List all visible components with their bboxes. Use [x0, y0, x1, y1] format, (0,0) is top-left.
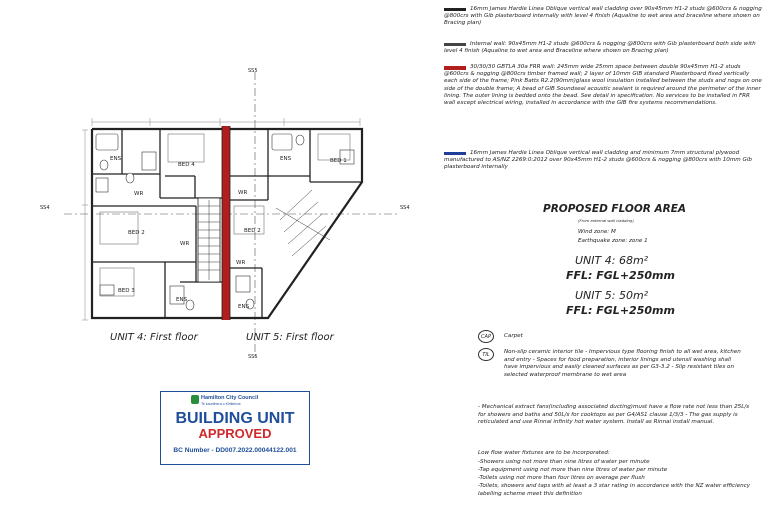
floor-area-title: PROPOSED FLOOR AREA — [543, 203, 687, 215]
room-label-bed2: BED 2 — [244, 228, 261, 234]
section-mark-bottom: SS5 — [248, 354, 258, 360]
bc-number: BC Number - DD007.2022.00044122.001 — [173, 447, 297, 454]
section-mark-left: SS4 — [40, 205, 50, 211]
earthquake-zone: Earthquake zone: zone 1 — [578, 238, 648, 244]
unit4-stairs — [198, 198, 220, 282]
floor-area-subtitle: (From external wall cladding) — [578, 218, 634, 223]
section-mark-right: SS4 — [400, 205, 410, 211]
room-label-bed4: BED 4 — [178, 162, 195, 168]
legend-item-frr-wall — [444, 64, 762, 144]
room-label-bed2: BED 2 — [128, 230, 145, 236]
legend-item-plywood-cladding — [444, 150, 762, 180]
council-name: Hamilton City Council — [201, 395, 259, 401]
finish-cap-text: Carpet — [504, 333, 523, 339]
section-mark-top: SS5 — [248, 68, 258, 74]
legend-item-internal-wall — [444, 41, 762, 63]
stamp-status: APPROVED — [198, 426, 272, 441]
room-label-bed3: BED 3 — [118, 288, 135, 294]
unit4-ffl: FFL: FGL+250mm — [566, 269, 675, 282]
legend-text: 16mm James Hardie Linea Oblique vertical wall cladding and minimum 7mm structural plywood manufactured to AS/NZ 2269:0:2012 over 90x45mm H1-2 studs @600crs & nogging @800crs with 10mm Gib plasterboard internally — [444, 150, 752, 171]
finish-code-til: TIL — [478, 348, 494, 361]
room-label-wr: WR — [236, 260, 246, 266]
room-label-bed1: BED 1 — [330, 158, 347, 164]
finish-code-cap: CAP — [478, 330, 494, 343]
room-label-ens: ENS — [280, 156, 292, 162]
unit5-caption: UNIT 5: First floor — [246, 332, 334, 343]
unit4-area: UNIT 4: 68m² — [575, 254, 649, 267]
council-subtitle: Te kaunihera o Kirikiriroa — [201, 402, 241, 406]
room-label-wr: WR — [238, 190, 248, 196]
ventilation-note: - Mechanical extract fans(including associated ducting)must have a flow rate not less than 25L/s for showers and baths and 50L/s for cooktops as per G4/AS1 clause 1/3/3 - The gas supply is reticulated and use Rinnai infinity hot water system. Install as Rinnai install manual. — [478, 404, 750, 426]
water-item: -Tap equipment using not more than nine litres of water per minute — [478, 467, 668, 473]
finish-til-text: Non-slip ceramic interior tile - Impervious type flooring finish to all wet area, kitchen and entry - Spaces for food preparation, interior linings and utensil washing shall have impervious and easily cleaned surfaces as per G3-3.2 - Slip resistant tiles on selected waterproof membrane to wet area — [504, 349, 741, 378]
council-logo-icon — [191, 395, 199, 404]
stamp-title: BUILDING UNIT — [175, 410, 295, 427]
unit4-caption: UNIT 4: First floor — [110, 332, 198, 343]
unit5-ffl: FFL: FGL+250mm — [566, 304, 675, 317]
room-label-ens: ENS — [238, 304, 250, 310]
legend-text: Internal wall: 90x45mm H1-2 studs @600crs & nogging @800crs with Gib plasterboard both side with level 4 finish (Aqualine to wet area and Braceline where shown on Bracing plan) — [444, 41, 756, 55]
room-label-wr: WR — [134, 191, 144, 197]
legend-item-cladding — [444, 6, 762, 40]
water-item: -Showers using not more than nine litres of water per minute — [478, 459, 650, 465]
approval-stamp — [160, 391, 310, 465]
room-label-ens: ENS — [176, 297, 188, 303]
fire-rated-wall — [222, 126, 230, 320]
legend-text: 16mm James Hardie Linea Oblique vertical wall cladding over 90x45mm H1-2 studs @600crs & nogging @800crs with Gib plasterboard internally with level 4 finish (Aqualine to wet area and braceline where shown on Bracing plan) — [444, 6, 762, 27]
wind-zone: Wind zone: M — [578, 229, 616, 235]
water-item: -Toilets using not more than four litres on average per flush — [478, 475, 645, 481]
room-label-ens: ENS — [110, 156, 122, 162]
unit5-stairs — [276, 190, 330, 256]
room-label-wr: WR — [180, 241, 190, 247]
water-fixtures-title: Low flow water fixtures are to be incorporated: — [478, 450, 610, 456]
unit5-area: UNIT 5: 50m² — [575, 289, 649, 302]
legend-text: 30/30/30 GBTLA 30a FRR wall: 245mm wide 25mm space between double 90x45mm H1-2 studs @600crs & nogging @800crs timber framed wall; 2 layer of 10mm GIB standard Plasterboard fixed vertically each side of the frame; Pink Batts R2.2(90mm)glass wool insulation installed between the studs and nogs on one side of the double frame; A bead of GIB Soundseal acoustic sealant is required around the perimeter of the inner lining. The outer lining is bedded onto the bead. See detail in specification. No services to be installed in FRR wall except electrical wiring, installed in accordance with the GIB fire systems recommendations. — [444, 64, 762, 107]
water-item: -Toilets, showers and taps with at least a 3 star rating in accordance with the NZ water efficiency labelling scheme meet this definition — [478, 483, 751, 497]
